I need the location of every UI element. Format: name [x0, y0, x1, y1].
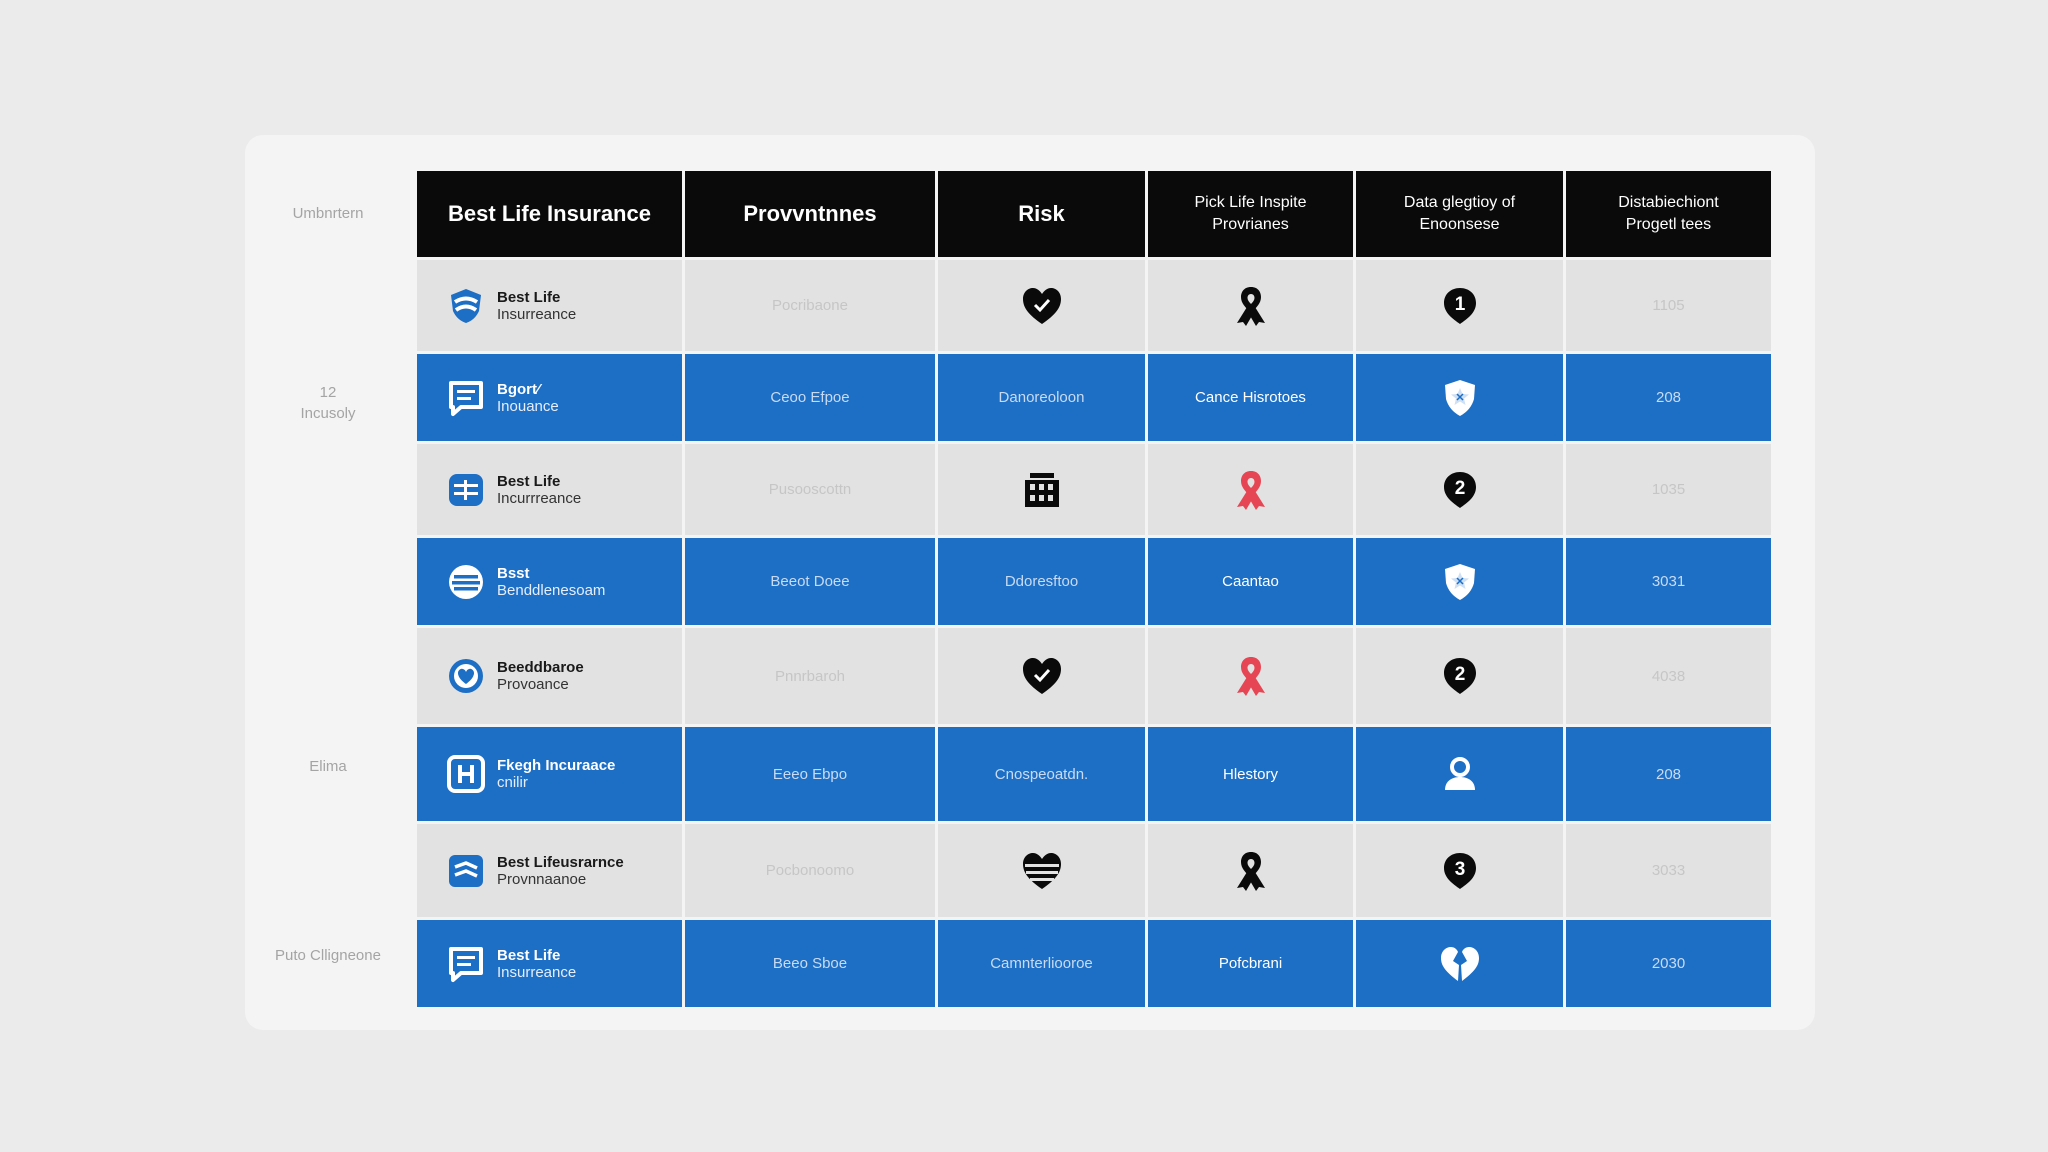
col5-cell [1356, 260, 1563, 351]
provider-cell[interactable] [417, 628, 682, 724]
shield-star-icon [1442, 562, 1478, 602]
providers-cell: Beeot Doee [685, 538, 935, 625]
shield-wave-logo-icon [447, 287, 485, 325]
risk-cell [938, 538, 1145, 625]
header-providers[interactable]: Provvntnnes [685, 171, 935, 257]
awareness-ribbon-icon [1233, 655, 1269, 697]
provider-name [497, 854, 624, 888]
providers-cell: Pocribaone [685, 260, 935, 351]
heart-check-icon [1021, 286, 1063, 326]
provider-cell[interactable] [417, 824, 682, 917]
bolt-square-logo-icon [447, 852, 485, 890]
provider-name-line1: Best Life [497, 288, 561, 306]
svg-text:2: 2 [1454, 477, 1465, 499]
provider-name [497, 473, 581, 507]
header-col5[interactable]: Data glegtioy of Enoonsese [1356, 171, 1563, 257]
col4-cell [1148, 260, 1353, 351]
risk-cell [938, 920, 1145, 1007]
provider-name-line2: Provoance [497, 676, 569, 693]
providers-cell: Ceoo Efpoe [685, 354, 935, 441]
col5-cell [1356, 538, 1563, 625]
provider-name-line1: Bsst [497, 564, 530, 582]
svg-text:3: 3 [1454, 858, 1465, 880]
risk-cell [938, 444, 1145, 535]
col5-cell [1356, 920, 1563, 1007]
year-cell: 1035 [1566, 444, 1771, 535]
provider-cell[interactable] [417, 727, 682, 821]
provider-name-line2: Incurrreance [497, 489, 582, 507]
provider-name-line1: Beeddbaroe [497, 659, 584, 676]
col4-cell [1148, 727, 1353, 821]
year-cell: 3033 [1566, 824, 1771, 917]
col4-cell [1148, 538, 1353, 625]
stripes-logo-icon [447, 563, 485, 601]
h-square-logo-icon [447, 755, 485, 793]
header-provider-name[interactable]: Best Life Insurance [417, 171, 682, 257]
awareness-ribbon-icon [1233, 850, 1269, 892]
risk-cell [938, 628, 1145, 724]
chat-logo-icon [447, 945, 485, 983]
badge-3-icon [1442, 851, 1478, 891]
provider-name-line2: cnilir [497, 774, 528, 791]
svg-text:✕: ✕ [1454, 391, 1465, 404]
risk-cell [938, 727, 1145, 821]
provider-name-line1: Bgort⁄ [497, 380, 540, 398]
provider-name [497, 757, 615, 791]
providers-cell: Pocbonoomo [685, 824, 935, 917]
provider-cell[interactable] [417, 260, 682, 351]
provider-cell[interactable] [417, 444, 682, 535]
provider-name-line2: Insurreance [497, 305, 577, 323]
header-col4[interactable]: Pick Life Inspite Provrianes [1148, 171, 1353, 257]
header-risk[interactable]: Risk [938, 171, 1145, 257]
heart-check-icon [1021, 656, 1063, 696]
svg-text:1: 1 [1454, 293, 1465, 315]
risk-text: Ddoresftoo [1004, 573, 1079, 590]
comparison-table [417, 171, 1771, 1007]
shield-star-icon [1442, 378, 1478, 418]
provider-name-line2: Provnnaanoe [497, 870, 587, 888]
chat-logo-icon [447, 379, 485, 417]
col4-text: Hlestory [1222, 765, 1278, 783]
badge-1-icon [1442, 286, 1478, 326]
col4-cell [1148, 824, 1353, 917]
side-label-2: 12 Incusoly [300, 384, 356, 422]
risk-text: Cnospeoatdn. [994, 765, 1089, 783]
col4-text: Cance Hisrotoes [1195, 389, 1306, 406]
bars-logo-icon [447, 471, 485, 509]
provider-name-line2: Insurreance [497, 963, 577, 981]
provider-name-line2: Inouance [497, 397, 559, 415]
year-cell: 4038 [1566, 628, 1771, 724]
providers-cell: Beeo Sboe [685, 920, 935, 1007]
provider-name [497, 289, 576, 323]
year-cell: 208 [1566, 354, 1771, 441]
provider-name-line1: Best Life [497, 946, 561, 964]
risk-text: Camnterliooroe [990, 955, 1093, 972]
provider-name [497, 381, 559, 415]
providers-cell: Pusooscottn [685, 444, 935, 535]
col5-cell [1356, 354, 1563, 441]
provider-cell[interactable] [417, 354, 682, 441]
building-icon [1022, 471, 1062, 509]
provider-name [497, 947, 576, 981]
awareness-ribbon-icon [1233, 469, 1269, 511]
year-cell: 1105 [1566, 260, 1771, 351]
badge-2-icon [1442, 656, 1478, 696]
providers-cell: Eeeo Ebpo [685, 727, 935, 821]
col4-cell [1148, 628, 1353, 724]
header-col6[interactable]: Distabiechiont Progetl tees [1566, 171, 1771, 257]
provider-name [497, 565, 605, 599]
col5-cell [1356, 628, 1563, 724]
provider-name-line1: Best Life [497, 472, 561, 490]
striped-heart-icon [1021, 851, 1063, 891]
provider-cell[interactable] [417, 920, 682, 1007]
svg-text:✕: ✕ [1454, 575, 1465, 588]
risk-cell [938, 354, 1145, 441]
person-icon [1441, 755, 1479, 793]
provider-name-line1: Fkegh Incuraace [497, 757, 616, 774]
risk-cell [938, 824, 1145, 917]
col4-cell [1148, 354, 1353, 441]
col4-text: Pofcbrani [1218, 955, 1283, 972]
svg-text:2: 2 [1454, 664, 1465, 685]
provider-name-line2: Benddlenesoam [497, 581, 606, 599]
side-label-4: Puto Clligneone [275, 947, 381, 964]
year-cell: 208 [1566, 727, 1771, 821]
col5-cell [1356, 824, 1563, 917]
provider-name-line1: Best Lifeusrarnce [497, 853, 624, 871]
col4-cell [1148, 444, 1353, 535]
col5-cell [1356, 727, 1563, 821]
col4-cell [1148, 920, 1353, 1007]
year-cell: 3031 [1566, 538, 1771, 625]
year-cell: 2030 [1566, 920, 1771, 1007]
provider-cell[interactable] [417, 538, 682, 625]
awareness-ribbon-icon [1233, 285, 1269, 327]
badge-2-icon [1442, 470, 1478, 510]
heart-circle-logo-icon [447, 657, 485, 695]
risk-text: Danoreoloon [998, 389, 1085, 406]
col4-text: Caantao [1222, 573, 1279, 590]
provider-name [497, 659, 584, 693]
side-label-3: Elima [309, 758, 347, 775]
risk-cell [938, 260, 1145, 351]
col5-cell [1356, 444, 1563, 535]
side-label-1: Umbnrtern [292, 205, 364, 222]
split-heart-icon [1439, 945, 1481, 983]
providers-cell: Pnnrbaroh [685, 628, 935, 724]
